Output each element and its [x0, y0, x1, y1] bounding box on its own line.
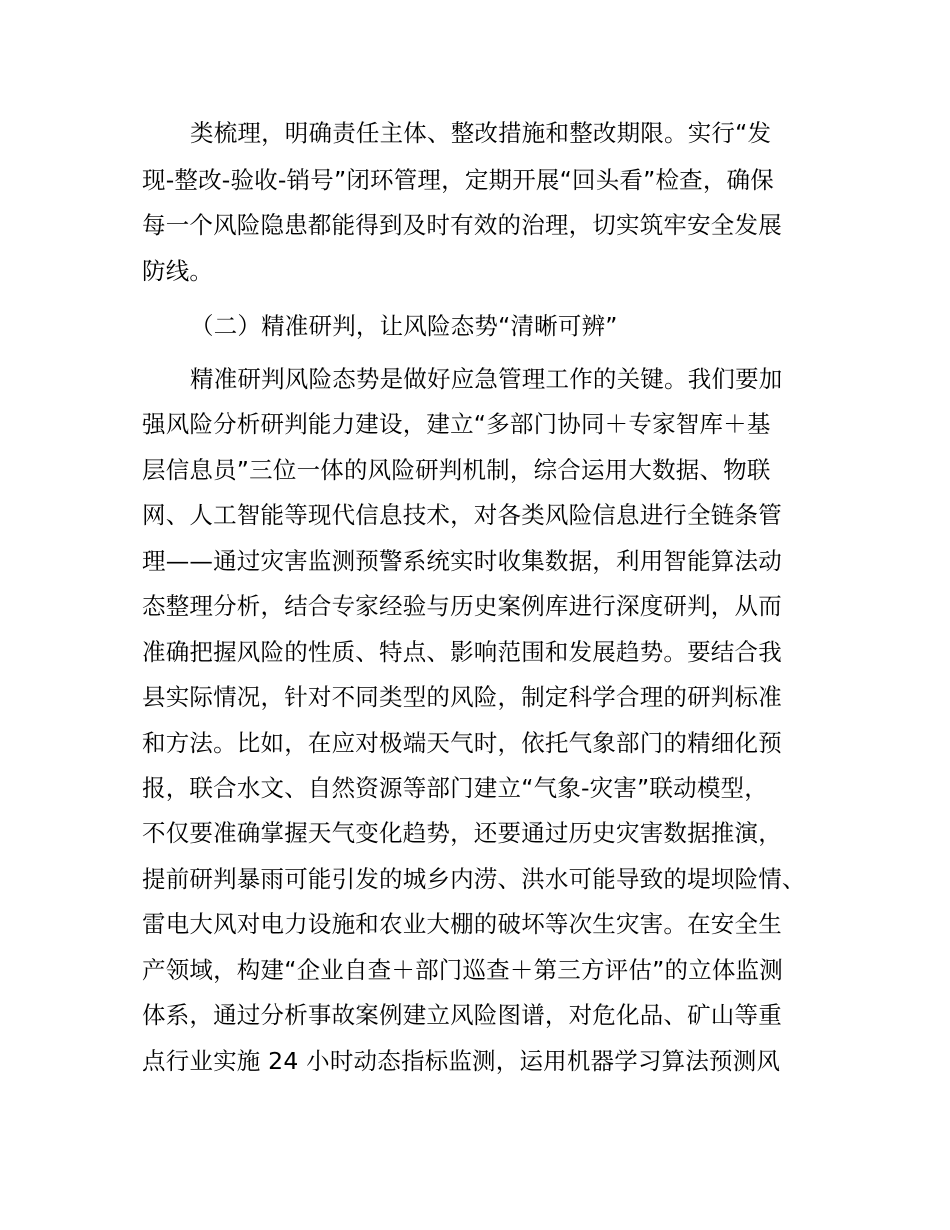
paragraph-1-line-2: 现-整改-验收-销号”闭环管理，定期开展“回头看”检查，确保: [142, 166, 774, 194]
paragraph-1-line-1: 类梳理，明确责任主体、整改措施和整改期限。实行“发: [190, 119, 772, 147]
paragraph-2-line-12: 提前研判暴雨可能引发的城乡内涝、洪水可能导致的堤坝险情、: [142, 865, 806, 893]
paragraph-2-line-13: 雷电大风对电力设施和农业大棚的破坏等次生灾害。在安全生: [142, 910, 782, 938]
paragraph-2-line-8: 县实际情况，针对不同类型的风险，制定科学合理的研判标准: [142, 683, 782, 711]
paragraph-2-line-1: 精准研判风险态势是做好应急管理工作的关键。我们要加: [190, 365, 783, 393]
paragraph-2-line-14: 产领域，构建“企业自查＋部门巡查＋第三方评估”的立体监测: [142, 956, 783, 984]
paragraph-2-line-7: 准确把握风险的性质、特点、影响范围和发展趋势。要结合我: [142, 638, 782, 666]
paragraph-2-line-4: 网、人工智能等现代信息技术，对各类风险信息进行全链条管: [142, 501, 782, 529]
paragraph-2-line-5: 理——通过灾害监测预警系统实时收集数据，利用智能算法动: [142, 547, 782, 575]
paragraph-2-line-3: 层信息员”三位一体的风险研判机制，综合运用大数据、物联: [142, 456, 771, 484]
paragraph-1-line-3: 每一个风险隐患都能得到及时有效的治理，切实筑牢安全发展: [142, 211, 782, 239]
paragraph-2-line-6: 态整理分析，结合专家经验与历史案例库进行深度研判，从而: [142, 592, 782, 620]
paragraph-2-line-2: 强风险分析研判能力建设，建立“多部门协同＋专家智库＋基: [142, 410, 771, 438]
paragraph-2-line-11: 不仅要准确掌握天气变化趋势，还要通过历史灾害数据推演，: [142, 819, 782, 847]
paragraph-2-line-9: 和方法。比如，在应对极端天气时，依托气象部门的精细化预: [142, 729, 782, 757]
paragraph-2-line-15: 体系，通过分析事故案例建立风险图谱，对危化品、矿山等重: [142, 1001, 782, 1029]
section-heading: （二）精准研判，让风险态势“清晰可辨”: [190, 312, 618, 340]
paragraph-1-line-4: 防线。: [142, 257, 214, 285]
paragraph-2-line-10: 报，联合水文、自然资源等部门建立“气象-灾害”联动模型，: [142, 774, 768, 802]
paragraph-2-line-16: 点行业实施 24 小时动态指标监测，运用机器学习算法预测风: [142, 1047, 781, 1075]
